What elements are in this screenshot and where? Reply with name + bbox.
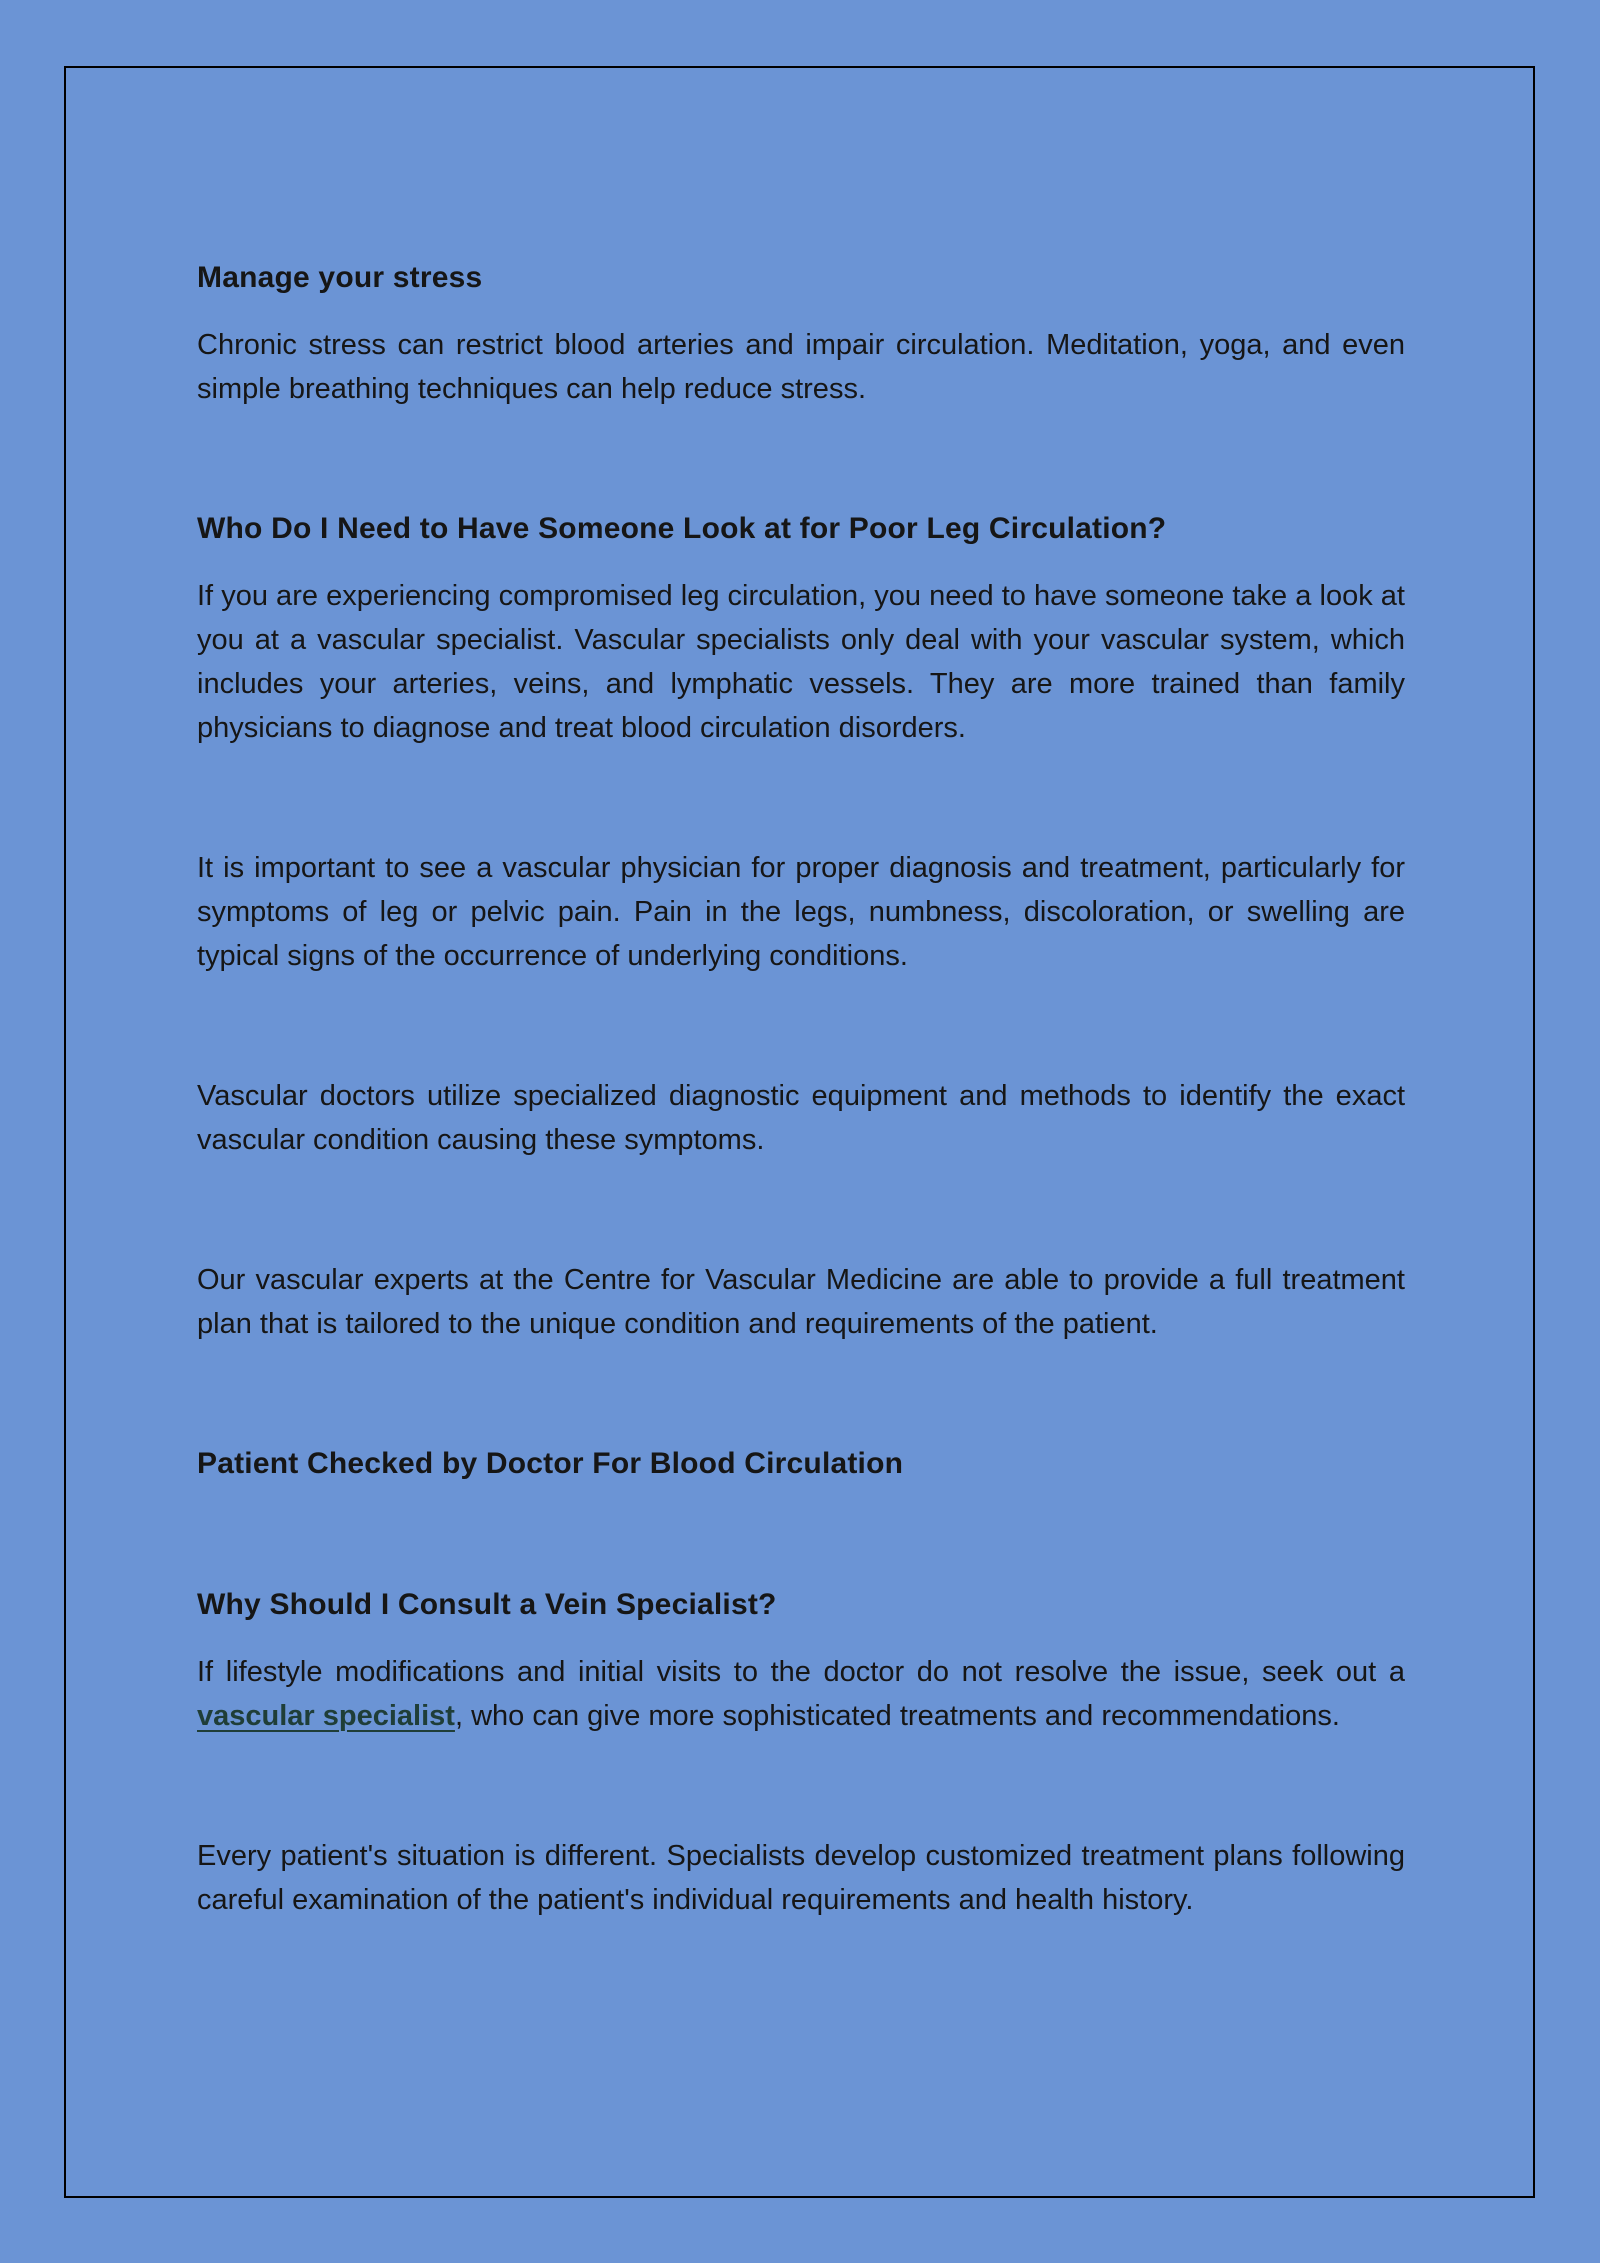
heading-manage-your-stress: Manage your stress [197,261,483,294]
heading-patient-checked: Patient Checked by Doctor For Blood Circulation [197,1447,904,1480]
seek-specialist-text-before-link: If lifestyle modifications and initial visits to the doctor do not resolve the issue, seek out a [197,1656,1405,1688]
vascular-specialist-link[interactable]: vascular specialist [197,1700,455,1732]
paragraph-seek-specialist [197,1650,1405,1738]
document-body [197,256,1405,1944]
paragraph-diagnostic-equipment: Vascular doctors utilize specialized diagnostic equipment and methods to identify the exact vascular condition causing these symptoms. [197,1080,1405,1156]
paragraph-manage-stress: Chronic stress can restrict blood arteries and impair circulation. Meditation, yoga, and even simple breathing techniques can help reduce stress. [197,329,1405,405]
paragraph-vascular-specialist-intro: If you are experiencing compromised leg circulation, you need to have someone take a look at you at a vascular specialist. Vascular specialists only deal with your vascular system, which includes your arteries, veins, and lymphatic vessels. They are more trained than family physicians to diagnose and treat blood circulation disorders. [197,580,1405,744]
blank-line [197,1760,1405,1812]
blank-line [197,1000,1405,1052]
blank-line [197,1184,1405,1236]
blank-line [197,772,1405,824]
paragraph-importance-of-vascular-physician: It is important to see a vascular physician for proper diagnosis and treatment, particularly for symptoms of leg or pelvic pain. Pain in the legs, numbness, discoloration, or swelling are typical signs of the occurrence of underlying conditions. [197,852,1405,972]
blank-line [197,1368,1405,1420]
blank-line [197,433,1405,485]
blank-line [197,1509,1405,1561]
seek-specialist-text-after-link: , who can give more sophisticated treatments and recommendations. [454,1700,1340,1732]
paragraph-every-patient: Every patient's situation is different. Specialists develop customized treatment plans following careful examination of the patient's individual requirements and health history. [197,1840,1405,1916]
heading-why-consult-vein-specialist: Why Should I Consult a Vein Specialist? [197,1588,777,1621]
paragraph-centre-for-vascular-medicine: Our vascular experts at the Centre for Vascular Medicine are able to provide a full treatment plan that is tailored to the unique condition and requirements of the patient. [197,1264,1405,1340]
heading-who-to-see: Who Do I Need to Have Someone Look at for Poor Leg Circulation? [197,512,1167,545]
